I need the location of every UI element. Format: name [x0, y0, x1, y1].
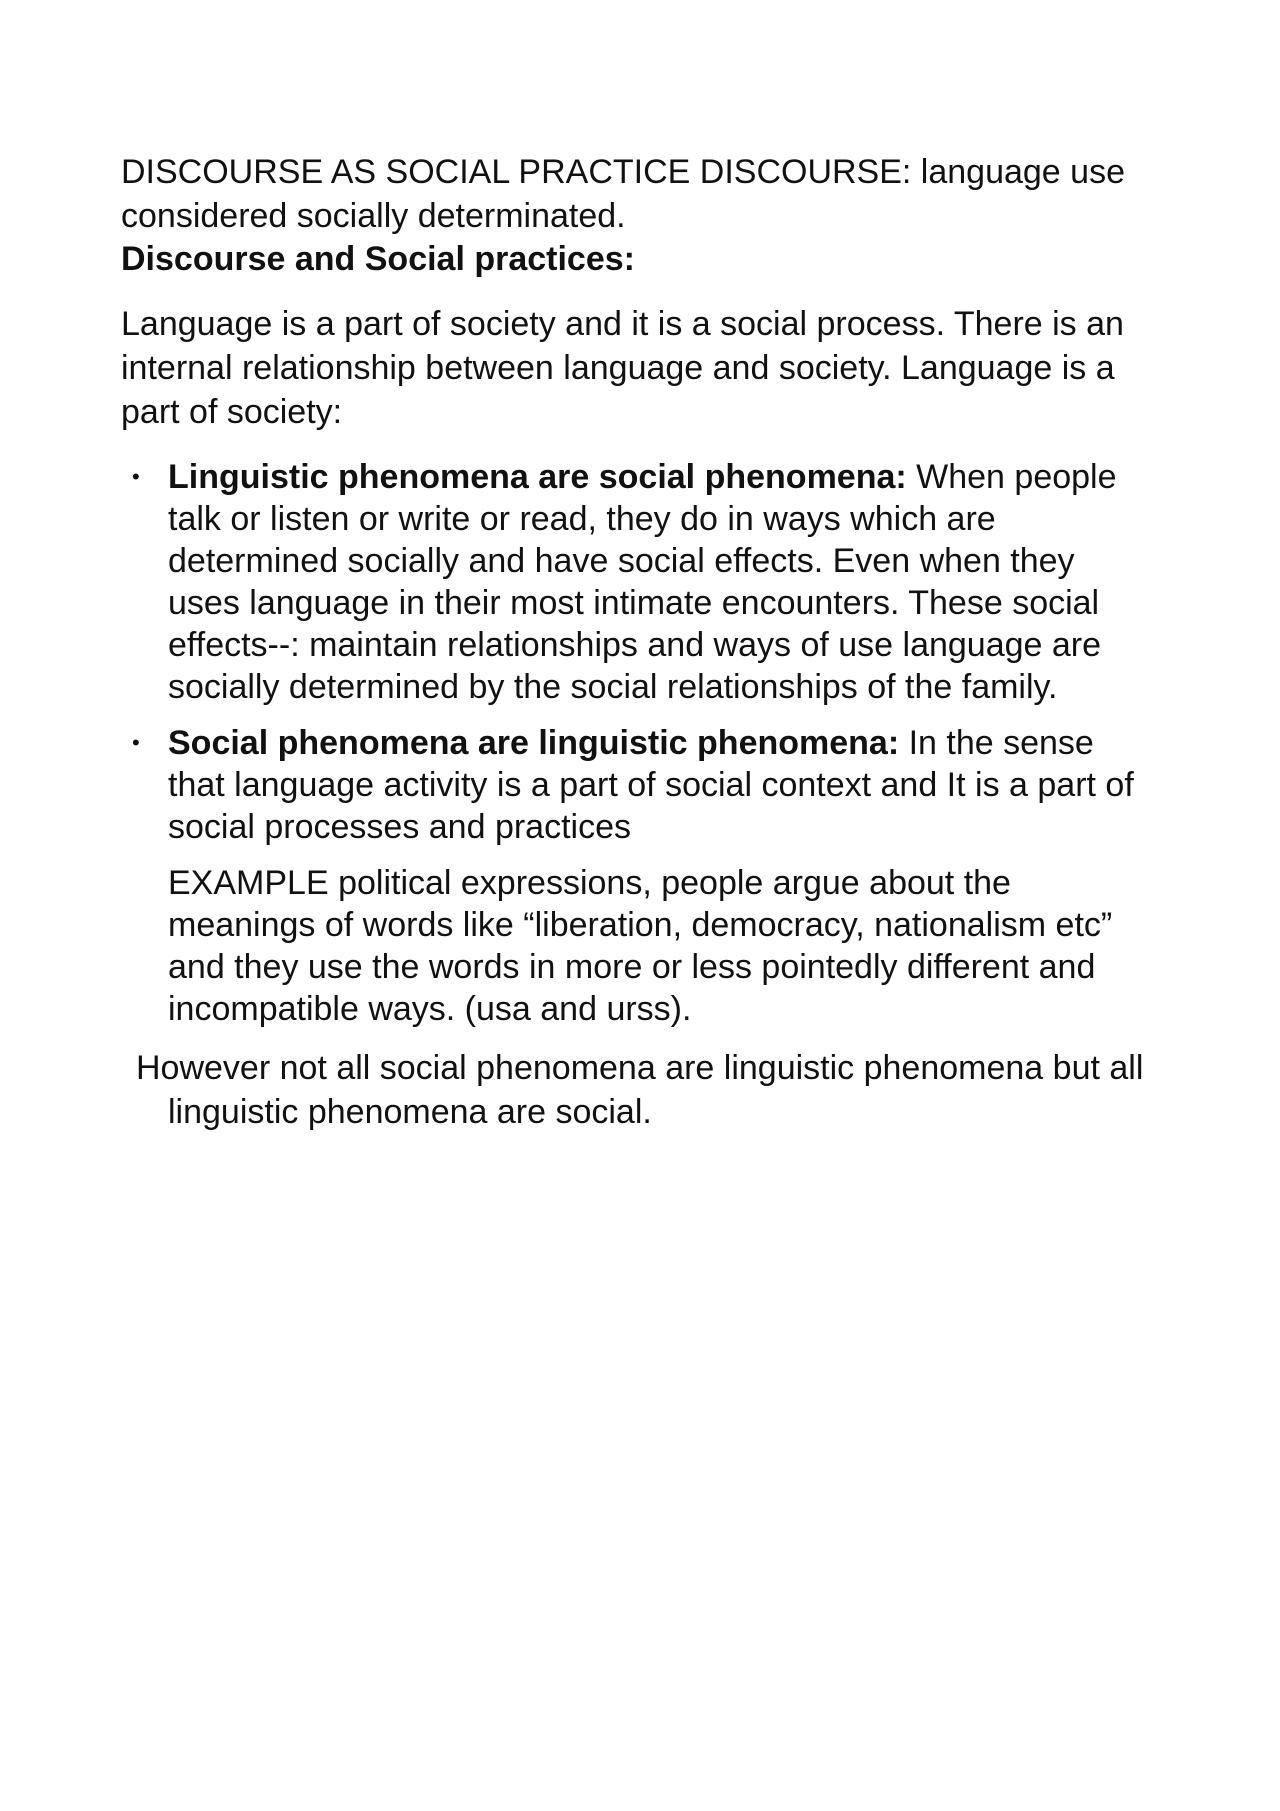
body-line: part of society:: [121, 393, 343, 431]
intro-line: considered socially determinated.: [121, 197, 626, 235]
bullet-text: When people: [906, 458, 1117, 496]
bullet-first-line: [168, 722, 1181, 764]
bullet-dot-icon: •: [132, 464, 140, 489]
closing-paragraph: [121, 1046, 1181, 1134]
intro-paragraph: [121, 150, 1181, 238]
bullet-line: uses language in their most intimate encounters. These social: [168, 584, 1100, 622]
example-line: meanings of words like “liberation, democracy, nationalism etc”: [168, 906, 1113, 944]
document-page: [121, 150, 1181, 1134]
intro-line: DISCOURSE AS SOCIAL PRACTICE DISCOURSE: language use: [121, 153, 1125, 191]
bullet-line: social processes and practices: [168, 808, 632, 846]
body-paragraph: [121, 302, 1181, 434]
bullet-line: talk or listen or write or read, they do in ways which are: [168, 500, 996, 538]
bullet-dot-icon: •: [132, 730, 140, 755]
body-line: internal relationship between language and society. Language is a: [121, 349, 1115, 387]
body-line: Language is a part of society and it is a social process. There is an: [121, 305, 1124, 343]
example-line: and they use the words in more or less pointedly different and: [168, 948, 1096, 986]
bullet-line: that language activity is a part of social context and It is a part of: [168, 766, 1134, 804]
example-paragraph: [121, 862, 1181, 1030]
example-line: EXAMPLE political expressions, people argue about the: [168, 864, 1011, 902]
bullet-term: Linguistic phenomena are social phenomena:: [168, 458, 907, 496]
bullet-text: In the sense: [899, 724, 1094, 762]
bullet-term: Social phenomena are linguistic phenomena:: [168, 724, 900, 762]
bullet-line: effects--: maintain relationships and ways of use language are: [168, 626, 1102, 664]
example-line: incompatible ways. (usa and urss).: [168, 990, 692, 1028]
bullet-list: [121, 456, 1181, 848]
section-heading: Discourse and Social practices:: [121, 240, 635, 278]
bullet-item-social-phenomena: [121, 722, 1181, 848]
bullet-first-line: [168, 456, 1181, 498]
closing-line: linguistic phenomena are social.: [168, 1093, 652, 1131]
bullet-line: socially determined by the social relationships of the family.: [168, 668, 1058, 706]
closing-line: However not all social phenomena are linguistic phenomena but all: [136, 1049, 1144, 1087]
bullet-line: determined socially and have social effects. Even when they: [168, 542, 1075, 580]
bullet-item-linguistic-phenomena: [121, 456, 1181, 708]
